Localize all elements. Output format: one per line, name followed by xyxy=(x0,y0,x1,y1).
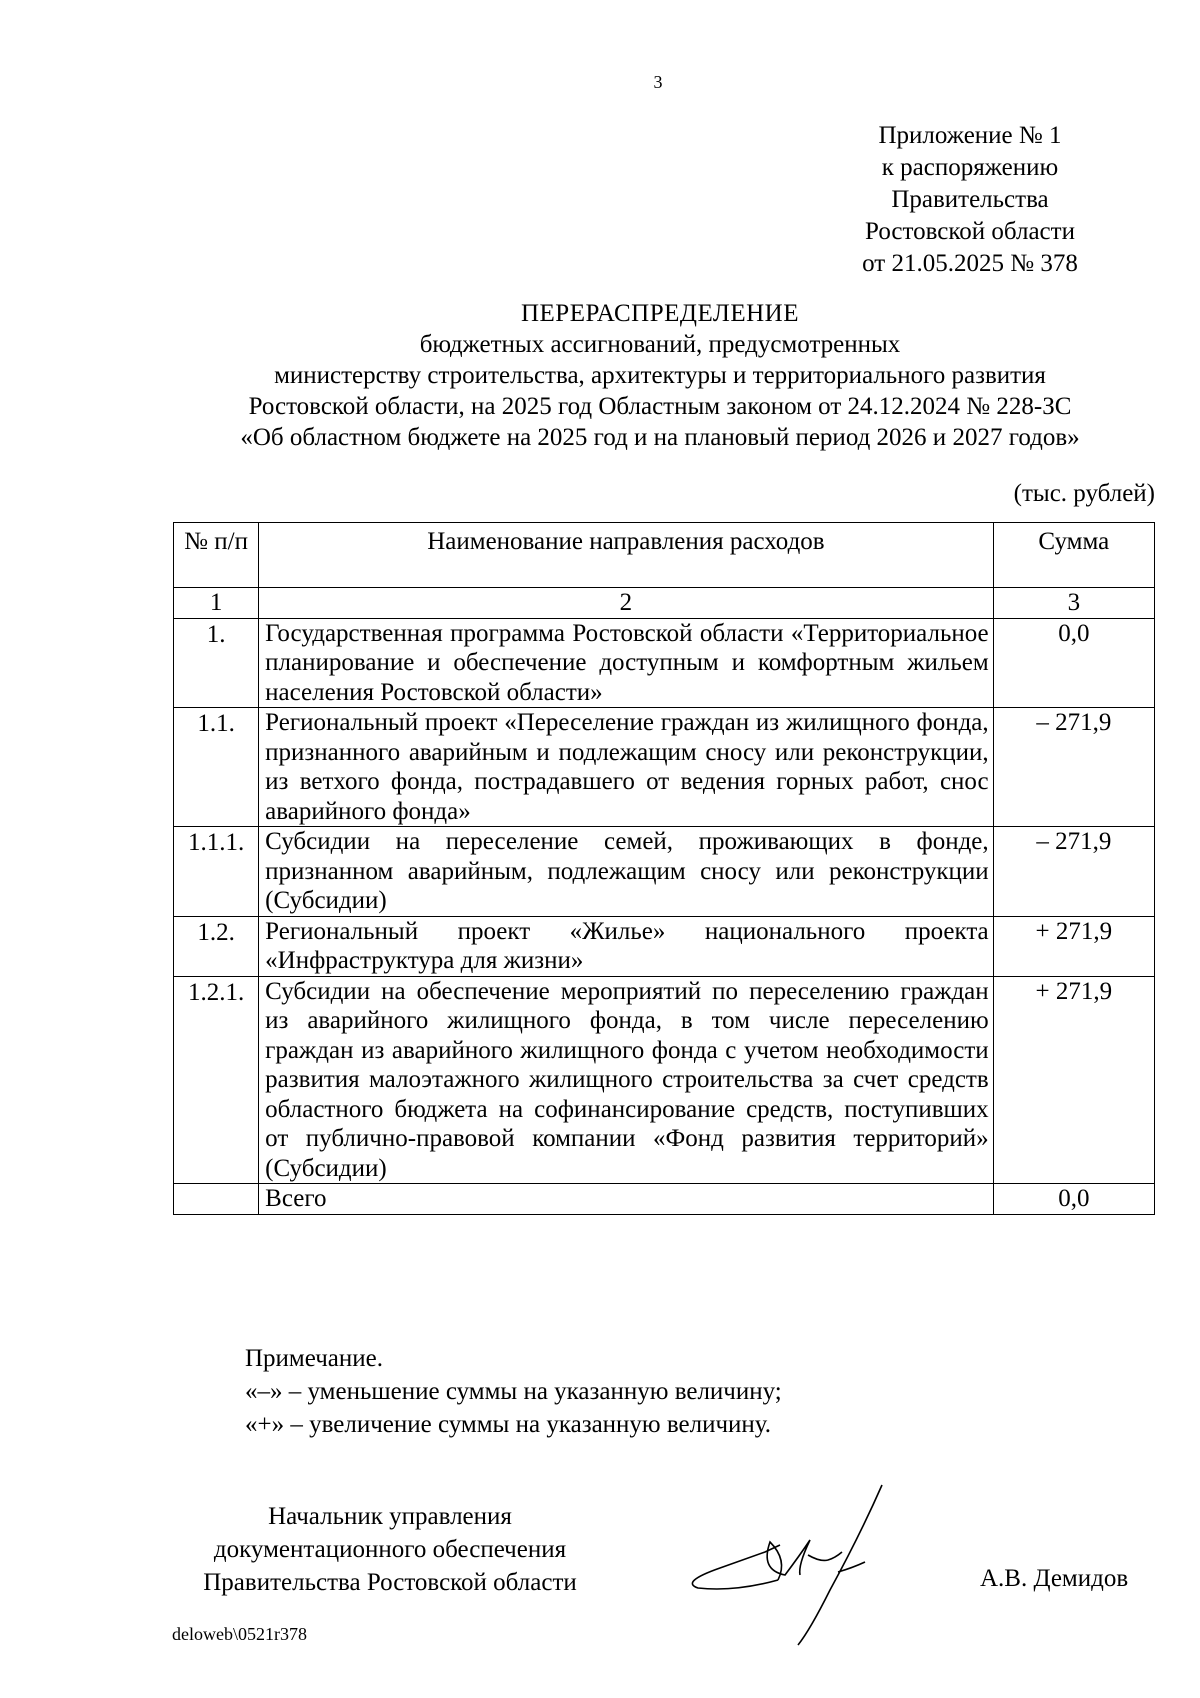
table-row xyxy=(174,618,1155,708)
title-line: бюджетных ассигнований, предусмотренных xyxy=(419,331,901,358)
signatory-position xyxy=(170,1500,610,1599)
total-label: Всего xyxy=(259,1184,993,1215)
row-num: 1. xyxy=(174,618,259,708)
budget-table xyxy=(173,522,1155,1215)
total-num-empty xyxy=(174,1184,259,1215)
note-block xyxy=(245,1342,782,1441)
row-name: Субсидии на обеспечение мероприятий по переселению граждан из аварийного жилищного фонда, в том числе переселению граждан из аварийного жилищного фонда с учетом необходимости развития малоэтажного жилищного строительства за счет средств областного бюджета на софинансирование средств, поступивших от публично-правовой компании «Фонд развития территорий» (Субсидии) xyxy=(259,976,993,1184)
header-num: № п/п xyxy=(174,523,259,588)
table-row xyxy=(174,916,1155,976)
document-title xyxy=(170,298,1150,453)
row-sum: – 271,9 xyxy=(993,827,1154,917)
title-line: Ростовской области, на 2025 год Областным законом от 24.12.2024 № 228-ЗС xyxy=(248,393,1072,420)
row-name: Региональный проект «Переселение граждан из жилищного фонда, признанного аварийным и подлежащим сносу или реконструкции, из ветхого фонда, пострадавшего от ведения горных работ, снос аварийного фонда» xyxy=(259,708,993,827)
appendix-line: Приложение № 1 xyxy=(878,122,1062,149)
appendix-line: к распоряжению xyxy=(881,154,1059,181)
column-number: 2 xyxy=(259,588,993,619)
page-number: 3 xyxy=(653,72,663,92)
table-row xyxy=(174,976,1155,1184)
row-num: 1.2. xyxy=(174,916,259,976)
appendix-line: Правительства xyxy=(891,186,1049,213)
column-number: 1 xyxy=(174,588,259,619)
signer-name: А.В. Демидов xyxy=(980,1565,1129,1592)
row-sum: + 271,9 xyxy=(993,976,1154,1184)
title-line: «Об областном бюджете на 2025 год и на плановый период 2026 и 2027 годов» xyxy=(240,424,1080,451)
handwritten-signature xyxy=(660,1480,960,1650)
table-row xyxy=(174,827,1155,917)
header-sum: Сумма xyxy=(993,523,1154,588)
row-name: Государственная программа Ростовской области «Территориальное планирование и обеспечение доступным и комфортным жильем населения Ростовской области» xyxy=(259,618,993,708)
table-header-row xyxy=(174,523,1155,588)
row-name: Региональный проект «Жилье» национального проекта «Инфраструктура для жизни» xyxy=(259,916,993,976)
appendix-header xyxy=(840,120,1100,280)
row-sum: 0,0 xyxy=(993,618,1154,708)
title-main: ПЕРЕРАСПРЕДЕЛЕНИЕ xyxy=(520,300,800,327)
note-title: Примечание. xyxy=(245,1345,384,1372)
row-sum: + 271,9 xyxy=(993,916,1154,976)
position-line: документационного обеспечения xyxy=(213,1536,567,1563)
footer-code: deloweb\0521r378 xyxy=(172,1624,307,1644)
header-name: Наименование направления расходов xyxy=(259,523,993,588)
note-line: «+» – увеличение суммы на указанную величину. xyxy=(245,1411,772,1438)
column-number: 3 xyxy=(993,588,1154,619)
row-num: 1.1. xyxy=(174,708,259,827)
position-line: Правительства Ростовской области xyxy=(203,1569,577,1596)
total-sum: 0,0 xyxy=(993,1184,1154,1215)
title-line: министерству строительства, архитектуры и территориального развития xyxy=(274,362,1046,389)
row-num: 1.2.1. xyxy=(174,976,259,1184)
row-num: 1.1.1. xyxy=(174,827,259,917)
appendix-line: Ростовской области xyxy=(865,218,1075,245)
position-line: Начальник управления xyxy=(268,1503,512,1530)
note-line: «–» – уменьшение суммы на указанную величину; xyxy=(245,1378,782,1405)
table-row xyxy=(174,708,1155,827)
row-name: Субсидии на переселение семей, проживающих в фонде, признанном аварийным, подлежащим сносу или реконструкции (Субсидии) xyxy=(259,827,993,917)
row-sum: – 271,9 xyxy=(993,708,1154,827)
units-label: (тыс. рублей) xyxy=(1013,480,1155,507)
column-number-row xyxy=(174,588,1155,619)
appendix-line: от 21.05.2025 № 378 xyxy=(862,250,1078,277)
total-row xyxy=(174,1184,1155,1215)
